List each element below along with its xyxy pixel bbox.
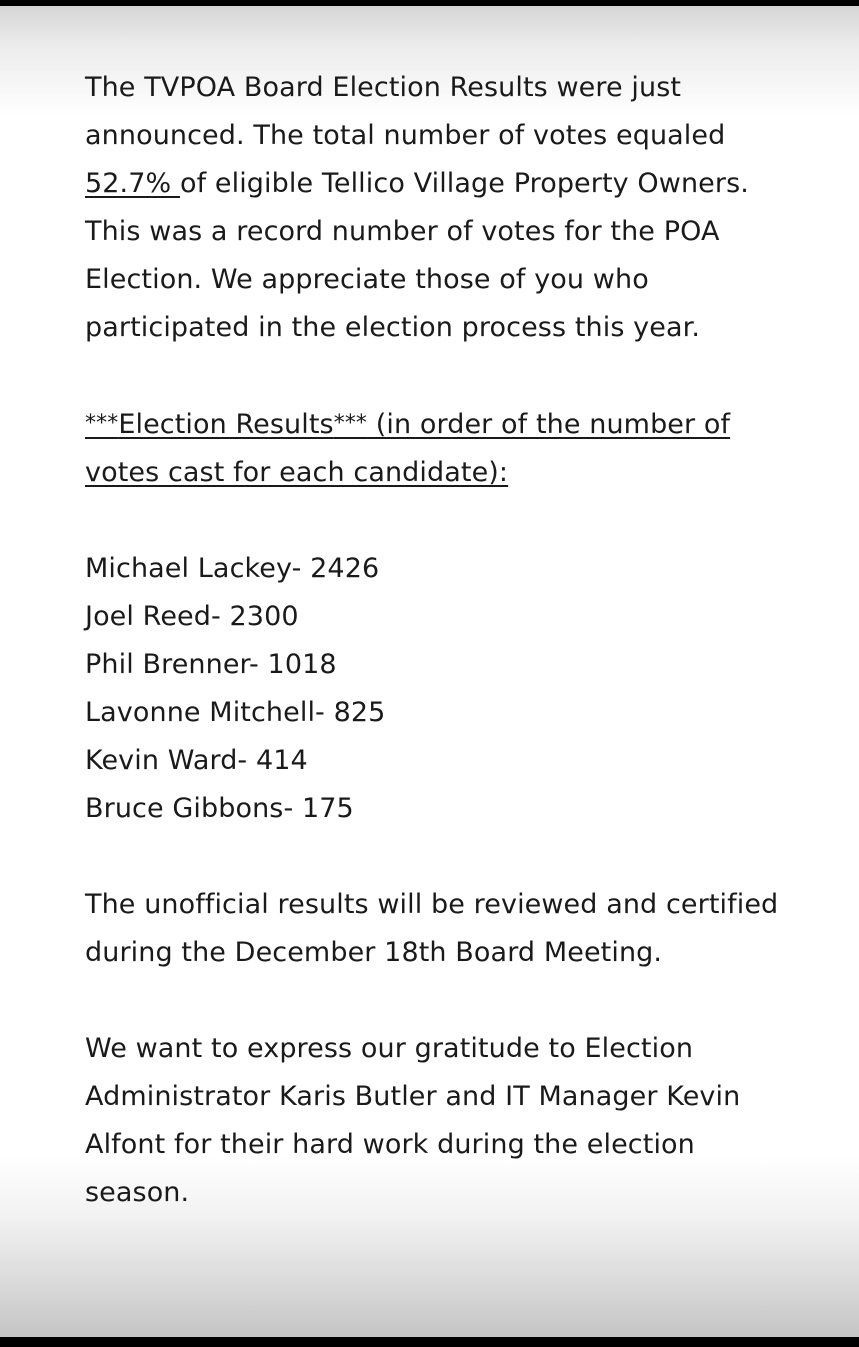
heading-stars-open: *** bbox=[85, 411, 119, 436]
spacer bbox=[85, 977, 795, 1025]
intro-text-start: The TVPOA Board Election Results were just announced. The total number of votes equaled bbox=[85, 72, 726, 151]
document-screenshot bbox=[0, 6, 859, 1337]
candidate-result: Michael Lackey- 2426 bbox=[85, 553, 380, 584]
turnout-percentage: 52.7% bbox=[85, 168, 180, 199]
candidate-result: Phil Brenner- 1018 bbox=[85, 649, 337, 680]
heading-stars-close: *** bbox=[333, 411, 368, 436]
candidate-result: Joel Reed- 2300 bbox=[85, 601, 299, 632]
bottom-black-border bbox=[0, 1337, 859, 1347]
gratitude-paragraph: We want to express our gratitude to Election Administrator Karis Butler and IT Manager Kevin Alfont for their hard work during the election season. bbox=[85, 1033, 741, 1208]
candidate-result: Lavonne Mitchell- 825 bbox=[85, 697, 386, 728]
spacer bbox=[85, 833, 795, 881]
candidate-result: Bruce Gibbons- 175 bbox=[85, 793, 354, 824]
intro-text-end: of eligible Tellico Village Property Owners. This was a record number of votes for the POA Election. We appreciate those of you who participated in the election process this year. bbox=[85, 168, 749, 343]
results-heading bbox=[85, 400, 795, 497]
candidate-list bbox=[85, 545, 795, 833]
announcement-body bbox=[85, 64, 795, 1217]
candidate-result: Kevin Ward- 414 bbox=[85, 745, 308, 776]
intro-paragraph bbox=[85, 64, 795, 352]
heading-description: (in order of the number of votes cast for each candidate): bbox=[85, 409, 731, 488]
certification-paragraph: The unofficial results will be reviewed and certified during the December 18th Board Meeting. bbox=[85, 889, 779, 968]
heading-label: Election Results bbox=[118, 409, 334, 440]
spacer bbox=[85, 497, 795, 545]
spacer bbox=[85, 352, 795, 400]
